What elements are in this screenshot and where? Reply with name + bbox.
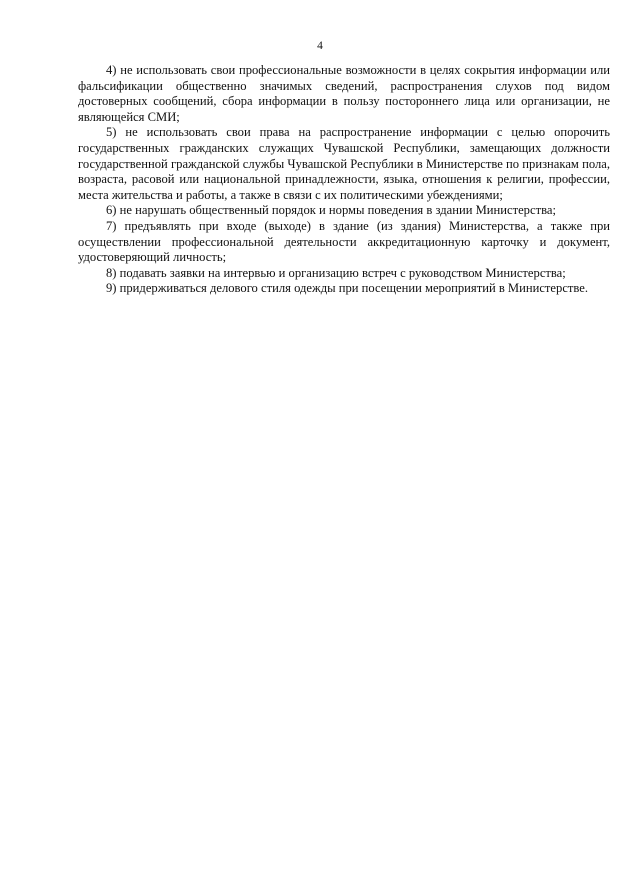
document-body: [78, 63, 610, 297]
paragraph-item-8: 8) подавать заявки на интервью и организацию встреч с руководством Министерства;: [106, 265, 566, 280]
paragraph-item-4: 4) не использовать свои профессиональные возможности в целях сокрытия информации или фальсификации общественно значимых сведений, распространения слухов под видом достоверных сообщений, сбора информации в пользу постороннего лица или организации, не являющейся СМИ;: [78, 63, 610, 124]
paragraph-item-5: 5) не использовать свои права на распространение информации с целью опорочить государственных гражданских служащих Чувашской Республики, замещающих должности государственной гражданской службы Чувашской Республики в Министерстве по признакам пола, возраста, расовой или национальной принадлежности, языка, отношения к религии, профессии, места жительства и работы, а также в связи с их политическими убеждениями;: [78, 125, 610, 202]
page-number: 4: [317, 40, 323, 52]
paragraph-item-7: 7) предъявлять при входе (выходе) в здание (из здания) Министерства, а также при осуществлении профессиональной деятельности аккредитационную карточку и документ, удостоверяющий личность;: [78, 218, 610, 265]
paragraph-item-9: 9) придерживаться делового стиля одежды при посещении мероприятий в Министерстве.: [106, 281, 589, 296]
paragraph-item-6: 6) не нарушать общественный порядок и нормы поведения в здании Министерства;: [106, 203, 556, 218]
